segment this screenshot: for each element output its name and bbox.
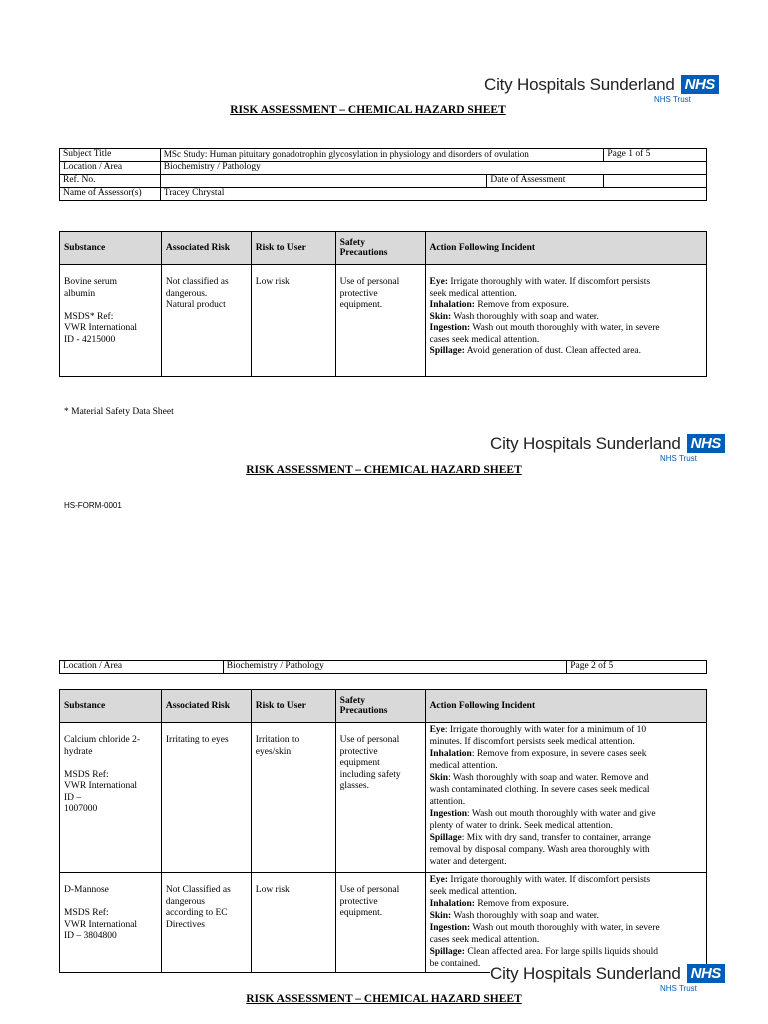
logo-trust: NHS Trust: [654, 95, 691, 104]
col-associated-risk: Associated Risk: [161, 690, 251, 723]
table-row: [60, 723, 707, 873]
assessor-label: Name of Assessor(s): [60, 188, 161, 201]
table-row: [60, 265, 707, 377]
associated-risk-cell: Not classified as dangerous. Natural product: [161, 265, 251, 377]
precautions-cell: Use of personal protective equipment including safety glasses.: [335, 723, 425, 873]
col-action: Action Following Incident: [425, 690, 706, 723]
ref-value: [160, 175, 487, 188]
hospital-logo: [490, 434, 725, 454]
subject-label: Subject Title: [60, 149, 161, 162]
logo-org-name: City Hospitals Sunderland: [490, 434, 681, 453]
location-label: Location / Area: [60, 162, 161, 175]
col-action: Action Following Incident: [425, 232, 706, 265]
col-substance: Substance: [60, 690, 162, 723]
location-label: Location / Area: [60, 661, 224, 674]
precautions-cell: Use of personal protective equipment.: [335, 873, 425, 973]
ref-label: Ref. No.: [60, 175, 161, 188]
subject-value: MSc Study: Human pituitary gonadotrophin glycosylation in physiology and disorders of ovulation: [160, 149, 604, 162]
substance-cell: D-Mannose MSDS Ref: VWR International ID – 3804800: [60, 873, 162, 973]
col-safety-precautions: Safety Precautions: [335, 690, 425, 723]
logo-org-name: City Hospitals Sunderland: [490, 964, 681, 983]
precautions-cell: Use of personal protective equipment.: [335, 265, 425, 377]
page-title: RISK ASSESSMENT – CHEMICAL HAZARD SHEET: [246, 464, 522, 476]
col-substance: Substance: [60, 232, 162, 265]
date-value: [604, 175, 707, 188]
location-value: Biochemistry / Pathology: [223, 661, 566, 674]
logo-trust: NHS Trust: [660, 454, 697, 463]
location-value: Biochemistry / Pathology: [160, 162, 706, 175]
nhs-logo: NHS: [687, 964, 725, 983]
footnote: * Material Safety Data Sheet: [64, 407, 174, 417]
assessor-value: Tracey Chrystal: [160, 188, 706, 201]
nhs-logo: NHS: [687, 434, 725, 453]
col-associated-risk: Associated Risk: [161, 232, 251, 265]
risk-to-user-cell: Low risk: [251, 873, 335, 973]
hazard-table: [59, 231, 707, 377]
logo-org-name: City Hospitals Sunderland: [484, 75, 675, 94]
assessment-info-table: [59, 148, 707, 201]
hazard-table: [59, 689, 707, 973]
page-title: RISK ASSESSMENT – CHEMICAL HAZARD SHEET: [246, 993, 522, 1005]
hospital-logo: [484, 75, 719, 95]
table-row: [60, 873, 707, 973]
page-number: Page 2 of 5: [567, 661, 707, 674]
risk-to-user-cell: Irritation to eyes/skin: [251, 723, 335, 873]
location-table: [59, 660, 707, 674]
risk-to-user-cell: Low risk: [251, 265, 335, 377]
col-risk-to-user: Risk to User: [251, 232, 335, 265]
hospital-logo: [490, 964, 725, 984]
associated-risk-cell: Not Classified as dangerous according to EC Directives: [161, 873, 251, 973]
col-safety-precautions: Safety Precautions: [335, 232, 425, 265]
action-cell: Eye: Irrigate thoroughly with water for a minimum of 10 minutes. If discomfort persists seek medical attention. Inhalation: Remove from exposure, in severe cases seek medical attention. Skin: Wash thoroughly with soap and water. Remove and wash contaminated clothing. In severe cases seek medical attention. Ingestion: Wash out mouth thoroughly with water and give plenty of water to drink. Seek medical attention. Spillage: Mix with dry sand, transfer to container, arrange removal by disposal company. Wash area thoroughly with water and detergent.: [425, 723, 706, 873]
date-label: Date of Assessment: [487, 175, 604, 188]
substance-cell: Calcium chloride 2- hydrate MSDS Ref: VWR International ID – 1007000: [60, 723, 162, 873]
page-title: RISK ASSESSMENT – CHEMICAL HAZARD SHEET: [230, 104, 506, 116]
action-cell: Eye: Irrigate thoroughly with water. If discomfort persists seek medical attention. Inhalation: Remove from exposure. Skin: Wash thoroughly with soap and water. Ingestion: Wash out mouth thoroughly with water, in severe cases seek medical attention. Spillage: Clean affected area. For large spills liquids should be contained.: [425, 873, 706, 973]
associated-risk-cell: Irritating to eyes: [161, 723, 251, 873]
nhs-logo: NHS: [681, 75, 719, 94]
action-cell: Eye: Irrigate thoroughly with water. If discomfort persists seek medical attention. Inhalation: Remove from exposure. Skin: Wash thoroughly with soap and water. Ingestion: Wash out mouth thoroughly with water, in severe cases seek medical attention. Spillage: Avoid generation of dust. Clean affected area.: [425, 265, 706, 377]
col-risk-to-user: Risk to User: [251, 690, 335, 723]
page-number: Page 1 of 5: [604, 149, 707, 162]
form-code: HS-FORM-0001: [64, 501, 122, 510]
substance-cell: Bovine serum albumin MSDS* Ref: VWR International ID - 4215000: [60, 265, 162, 377]
logo-trust: NHS Trust: [660, 984, 697, 993]
